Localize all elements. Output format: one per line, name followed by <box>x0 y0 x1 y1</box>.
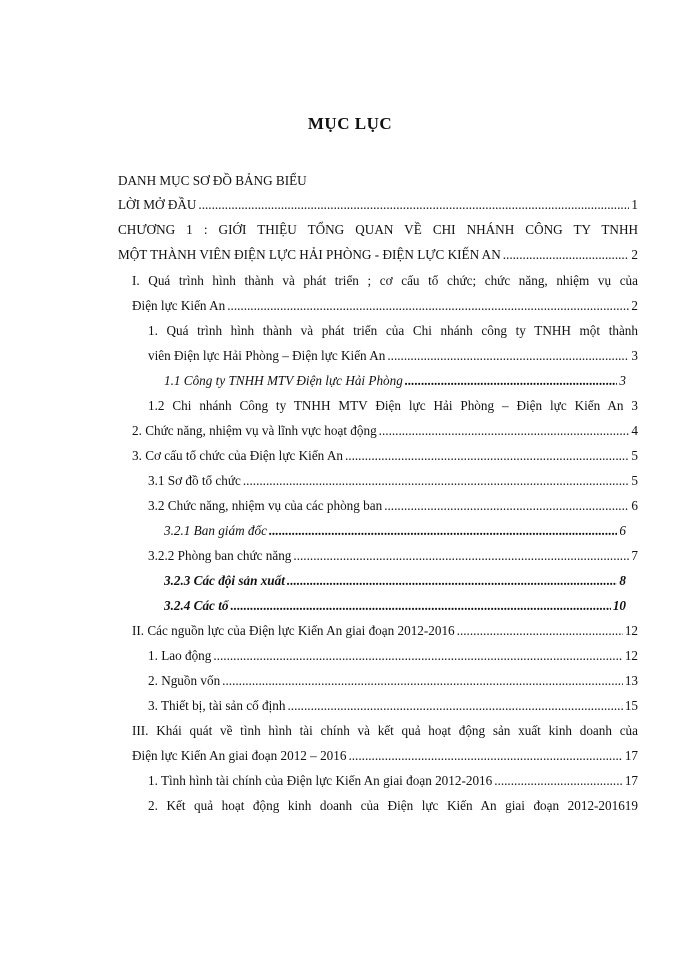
toc-entry-text: CHƯƠNG 1 : GIỚI THIỆU TỔNG QUAN VỀ CHI NHÁNH CÔNG TY TNHH <box>118 222 638 237</box>
toc-page-number: 3 <box>619 373 626 388</box>
toc-entry-text: viên Điện lực Hải Phòng – Điện lực Kiến An <box>148 348 386 363</box>
toc-entry-1-line1 <box>148 322 638 340</box>
toc-entry-3-2-2 <box>148 547 638 565</box>
toc-entry-list-of-diagrams <box>118 172 638 190</box>
toc-page-number: 2 <box>631 298 638 313</box>
toc-entry-3-2-1 <box>164 522 626 540</box>
dot-leader <box>405 372 618 390</box>
toc-entry-text: 1. Lao động <box>148 648 212 663</box>
dot-leader <box>222 672 623 690</box>
toc-entry-3-2-4 <box>164 597 626 615</box>
toc-entry-1-1 <box>164 372 626 390</box>
toc-entry-section2 <box>132 622 638 640</box>
toc-entry-labor <box>148 647 638 665</box>
toc-page-number: 12 <box>624 623 638 638</box>
toc-page-number: 10 <box>612 598 626 613</box>
dot-leader <box>503 246 630 264</box>
toc-page-number: 6 <box>631 498 638 513</box>
toc-page-number: 1 <box>631 197 638 212</box>
dot-leader <box>198 196 629 214</box>
toc-entry-3-2 <box>148 497 638 515</box>
dot-leader <box>345 447 629 465</box>
toc-page-number: 8 <box>619 573 626 588</box>
dot-leader <box>287 697 622 715</box>
toc-entry-text: 3. Thiết bị, tài sản cố định <box>148 698 286 713</box>
toc-entry-capital <box>148 672 638 690</box>
toc-entry-text: LỜI MỞ ĐẦU <box>118 197 197 212</box>
toc-entry-1-line2 <box>148 347 638 365</box>
dot-leader <box>227 297 629 315</box>
toc-page-number: 2 <box>631 247 638 262</box>
toc-entry-text: 1.1 Công ty TNHH MTV Điện lực Hải Phòng <box>164 373 403 388</box>
toc-page-number: 5 <box>631 473 638 488</box>
toc-page-number: 7 <box>631 548 638 563</box>
toc-entry-text: 1. Tình hình tài chính của Điện lực Kiến An giai đoạn 2012-2016 <box>148 773 493 788</box>
toc-page-number: 3 <box>631 348 638 363</box>
toc-entry-text: 3.2.2 Phòng ban chức năng <box>148 548 292 563</box>
toc-entry-text: DANH MỤC SƠ ĐỒ BẢNG BIỂU <box>118 173 307 188</box>
dot-leader <box>457 622 623 640</box>
toc-page-number: 17 <box>624 773 638 788</box>
toc-entry-text: II. Các nguồn lực của Điện lực Kiến An giai đoạn 2012-2016 <box>132 623 455 638</box>
toc-entry-text: 3.2.1 Ban giám đốc <box>164 523 267 538</box>
toc-entry-1-2 <box>148 397 638 415</box>
toc-entry-section1-line2 <box>132 297 638 315</box>
toc-page-number: 17 <box>624 748 638 763</box>
page-title: MỤC LỤC <box>307 114 393 133</box>
toc-page-number: 5 <box>631 448 638 463</box>
toc-entry-chapter1-line2 <box>118 246 638 264</box>
toc-entry-text: 2. Chức năng, nhiệm vụ và lĩnh vực hoạt động <box>132 423 377 438</box>
dot-leader <box>384 497 629 515</box>
dot-leader <box>348 747 622 765</box>
toc-page-number: 12 <box>624 648 638 663</box>
toc-entry-text: 3. Cơ cấu tổ chức của Điện lực Kiến An <box>132 448 343 463</box>
toc-entry-text: 3.2.3 Các đội sản xuất <box>164 573 285 588</box>
toc-page-number: 6 <box>619 523 626 538</box>
toc-entry-section3-line1 <box>132 722 638 740</box>
toc-entry-text: I. Quá trình hình thành và phát triển ; cơ cấu tổ chức; chức năng, nhiệm vụ của <box>132 273 638 288</box>
dot-leader <box>287 572 618 590</box>
dot-leader <box>243 472 630 490</box>
toc-entry-section1-line1 <box>132 272 638 290</box>
toc-entry-text: 2. Kết quả hoạt động kinh doanh của Điện lực Kiến An giai đoạn 2012-201619 <box>148 798 638 813</box>
toc-entry-text: 1. Quá trình hình thành và phát triển của Chi nhánh công ty TNHH một thành <box>148 323 638 338</box>
toc-entry-text: 3.2.4 Các tổ <box>164 598 229 613</box>
toc-entry-3-2-3 <box>164 572 626 590</box>
toc-entry-2 <box>132 422 638 440</box>
dot-leader <box>494 772 623 790</box>
toc-entry-text: 3.2 Chức năng, nhiệm vụ của các phòng ban <box>148 498 383 513</box>
toc-page-number: 4 <box>631 423 638 438</box>
toc-entry-chapter1-line1 <box>118 221 638 239</box>
toc-entry-preface <box>118 196 638 214</box>
dot-leader <box>387 347 629 365</box>
toc-entry-text: 2. Nguồn vốn <box>148 673 221 688</box>
dot-leader <box>269 522 617 540</box>
toc-entry-text: Điện lực Kiến An <box>132 298 226 313</box>
toc-entry-finance <box>148 772 638 790</box>
toc-entry-section3-line2 <box>132 747 638 765</box>
toc-entry-equipment <box>148 697 638 715</box>
dot-leader <box>230 597 610 615</box>
toc-entry-text: 1.2 Chi nhánh Công ty TNHH MTV Điện lực Hải Phòng – Điện lực Kiến An 3 <box>148 398 638 413</box>
toc-page-number: 13 <box>624 673 638 688</box>
toc-entry-text: Điện lực Kiến An giai đoạn 2012 – 2016 <box>132 748 347 763</box>
toc-entry-business-results <box>148 797 638 815</box>
dot-leader <box>213 647 622 665</box>
toc-entry-3 <box>132 447 638 465</box>
dot-leader <box>379 422 630 440</box>
toc-entry-text: MỘT THÀNH VIÊN ĐIỆN LỰC HẢI PHÒNG - ĐIỆN LỰC KIẾN AN <box>118 247 501 262</box>
toc-page-number: 15 <box>624 698 638 713</box>
dot-leader <box>293 547 629 565</box>
toc-entry-text: III. Khái quát về tình hình tài chính và kết quả hoạt động sản xuất kinh doanh của <box>132 723 638 738</box>
toc-entry-3-1 <box>148 472 638 490</box>
toc-entry-text: 3.1 Sơ đồ tổ chức <box>148 473 241 488</box>
